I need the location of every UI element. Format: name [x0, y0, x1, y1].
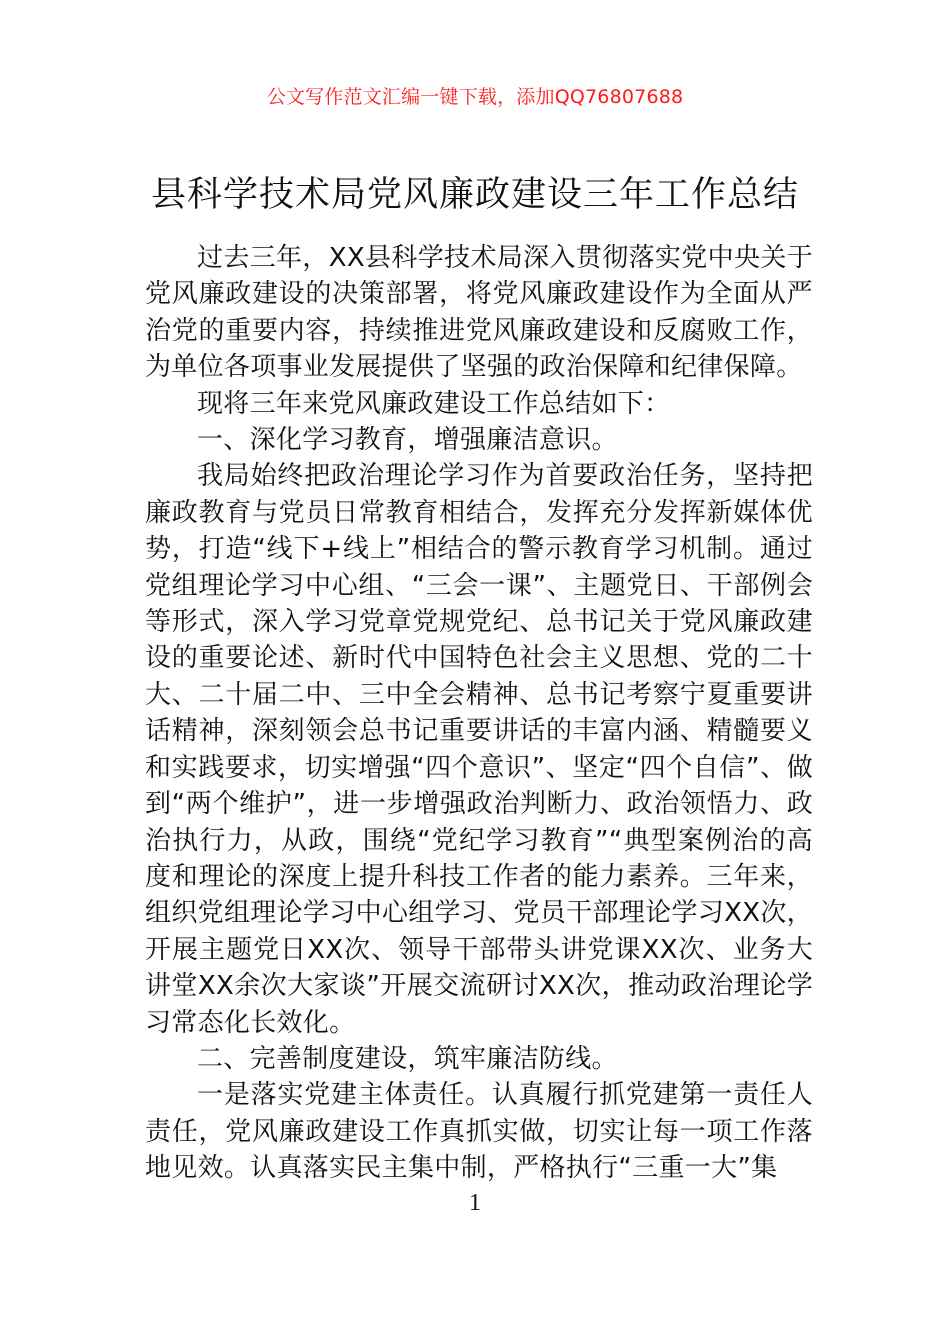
section-heading-1: 一、深化学习教育，增强廉洁意识。 — [197, 425, 618, 456]
paragraph-intro: 过去三年，XX县科学技术局深入贯彻落实党中央关于党风廉政建设的决策部署，将党风廉政建设作为全面从严治党的重要内容，持续推进党风廉政建设和反腐败工作，为单位各项事业发展提供了坚强的政治保障和纪律保障。 — [145, 243, 813, 383]
document-title: 县科学技术局党风廉政建设三年工作总结 — [150, 175, 799, 215]
paragraph-section-2: 一是落实党建主体责任。认真履行抓党建第一责任人责任，党风廉政建设工作真抓实做，切实让每一项工作落地见效。认真落实民主集中制，严格执行“三重一大”集 — [145, 1080, 813, 1184]
document-body — [145, 240, 813, 1187]
paragraph-section-1: 我局始终把政治理论学习作为首要政治任务，坚持把廉政教育与党员日常教育相结合，发挥充分发挥新媒体优势，打造“线下+线上”相结合的警示教育学习机制。通过党组理论学习中心组、“三会一课”、主题党日、干部例会等形式，深入学习党章党规党纪、总书记关于党风廉政建设的重要论述、新时代中国特色社会主义思想、党的二十大、二十届二中、三中全会精神、总书记考察宁夏重要讲话精神，深刻领会总书记重要讲话的丰富内涵、精髓要义和实践要求，切实增强“四个意识”、坚定“四个自信”、做到“两个维护”，进一步增强政治判断力、政治领悟力、政治执行力，从政，围绕“党纪学习教育”“典型案例治的高度和理论的深度上提升科技工作者的能力素养。三年来，组织党组理论学习中心组学习、党员干部理论学习XX次，开展主题党日XX次、领导干部带头讲党课XX次、业务大讲堂XX余次大家谈”开展交流研讨XX次，推动政治理论学习常态化长效化。 — [145, 461, 813, 1038]
section-heading-2: 二、完善制度建设，筑牢廉洁防线。 — [197, 1043, 618, 1074]
header-note: 公文写作范文汇编一键下载，添加QQ76807688 — [266, 86, 684, 108]
page-number: 1 — [469, 1190, 481, 1216]
paragraph-summary-lead: 现将三年来党风廉政建设工作总结如下： — [197, 388, 671, 419]
